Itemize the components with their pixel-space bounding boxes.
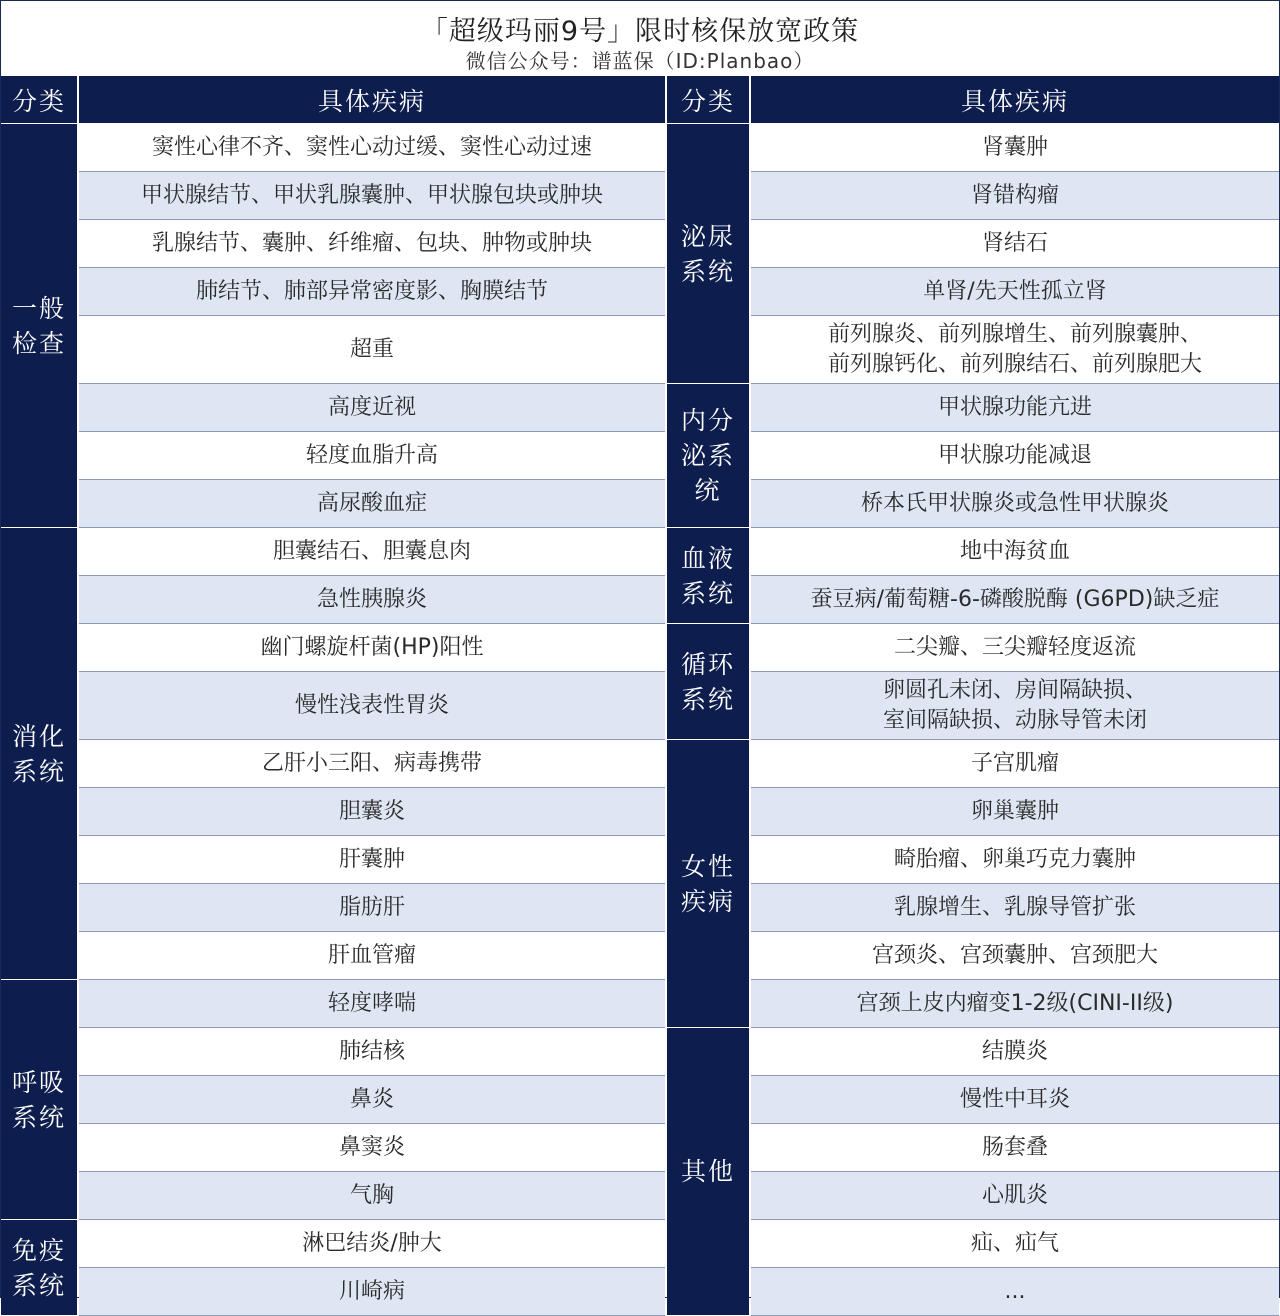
table-row <box>79 932 665 980</box>
table-row <box>79 124 665 172</box>
table-row <box>79 788 665 836</box>
category-label-line: 系统 <box>11 1270 66 1300</box>
table-row <box>751 1172 1279 1220</box>
table-row <box>751 836 1279 884</box>
table-row <box>751 432 1279 480</box>
disease-name: 蚕豆病/葡萄糖-6-磷酸脱酶 (G6PD)缺乏症 <box>810 586 1220 612</box>
disease-name: 单肾/先天性孤立肾 <box>923 278 1107 304</box>
disease-name: 脂肪肝 <box>338 894 405 920</box>
table-row <box>751 1268 1279 1316</box>
category-label-line: 疾病 <box>680 886 735 916</box>
table-row <box>751 1028 1279 1076</box>
table-row <box>751 220 1279 268</box>
header-disease-left: 具体疾病 <box>79 76 665 123</box>
table-row <box>751 1220 1279 1268</box>
category-label-line: 泌系 <box>680 441 735 470</box>
table-row <box>79 316 665 384</box>
category-label-line: 一般 <box>11 293 66 323</box>
disease-name: 肺结节、肺部异常密度影、胸膜结节 <box>195 278 548 304</box>
disease-name: 高尿酸血症 <box>316 490 427 516</box>
disease-name: 乙肝小三阳、病毒携带 <box>261 750 482 776</box>
table-row <box>79 1268 665 1316</box>
disease-name: 结膜炎 <box>981 1038 1048 1064</box>
table-row <box>751 124 1279 172</box>
category-label-line: 系统 <box>11 1102 66 1132</box>
category-label-line: 其他 <box>680 1157 735 1186</box>
disease-name: 高度近视 <box>327 394 416 420</box>
category-label-line: 系统 <box>680 684 735 714</box>
table-row <box>751 672 1279 740</box>
table-row <box>79 1220 665 1268</box>
table-row <box>751 1076 1279 1124</box>
disease-name: 肾错构瘤 <box>970 182 1059 208</box>
category-label-line: 检查 <box>11 328 66 358</box>
right-category-4 <box>667 740 749 1027</box>
category-label-line: 统 <box>694 476 722 505</box>
disease-name: 鼻炎 <box>349 1086 394 1112</box>
table-row <box>751 624 1279 672</box>
disease-name: 肝血管瘤 <box>327 942 416 968</box>
disease-name: 肾囊肿 <box>981 134 1048 160</box>
disease-name: 地中海贫血 <box>959 538 1070 564</box>
table-row <box>751 1124 1279 1172</box>
right-category-3 <box>667 624 749 739</box>
disease-name: 慢性中耳炎 <box>959 1086 1070 1112</box>
table-row <box>79 740 665 788</box>
title-block <box>1 1 1279 75</box>
table-row <box>79 480 665 528</box>
disease-name: 畸胎瘤、卵巢巧克力囊肿 <box>893 846 1136 872</box>
table-row <box>751 576 1279 624</box>
right-category-5 <box>667 1028 749 1315</box>
category-label-line: 女性 <box>680 851 735 881</box>
disease-name: 淋巴结炎/肿大 <box>302 1230 442 1256</box>
table-row <box>751 884 1279 932</box>
disease-name: 轻度哮喘 <box>327 990 416 1016</box>
table-row <box>79 528 665 576</box>
table-row <box>751 740 1279 788</box>
disease-name: 急性胰腺炎 <box>316 586 427 612</box>
disease-name: 肺结核 <box>338 1038 405 1064</box>
table-row <box>751 980 1279 1028</box>
table-row <box>751 480 1279 528</box>
table-row <box>79 220 665 268</box>
table-row <box>79 1172 665 1220</box>
disease-name: 心肌炎 <box>981 1182 1048 1208</box>
disease-name: 窦性心律不齐、窦性心动过缓、窦性心动过速 <box>151 134 592 160</box>
category-label-line: 系统 <box>11 756 66 786</box>
disease-name: 宫颈上皮内瘤变1-2级(CINI-II级) <box>856 990 1174 1016</box>
disease-name: ... <box>1004 1278 1026 1304</box>
table-row <box>751 268 1279 316</box>
table-row <box>79 384 665 432</box>
table-row <box>79 836 665 884</box>
table-row <box>751 932 1279 980</box>
table-row <box>79 1028 665 1076</box>
page-subtitle: 微信公众号：谱蓝保（ID:Planbao） <box>465 49 815 73</box>
disease-name: 幽门螺旋杆菌(HP)阳性 <box>260 634 484 660</box>
table-row <box>751 788 1279 836</box>
table-row <box>751 172 1279 220</box>
disease-name: 胆囊炎 <box>338 798 405 824</box>
table-row <box>79 576 665 624</box>
disease-name: 甲状腺功能亢进 <box>937 394 1092 420</box>
category-label-line: 呼吸 <box>11 1067 66 1097</box>
disease-name: 慢性浅表性胃炎 <box>294 692 449 718</box>
disease-name: 鼻窦炎 <box>338 1134 405 1160</box>
right-category-0 <box>667 124 749 383</box>
left-category-0 <box>1 124 77 527</box>
table-row <box>79 268 665 316</box>
disease-name: 超重 <box>349 336 394 362</box>
disease-name: 肝囊肿 <box>338 846 405 872</box>
category-label-line: 消化 <box>11 721 66 751</box>
header-category-right: 分类 <box>667 76 749 123</box>
left-category-1 <box>1 528 77 979</box>
category-label-line: 系统 <box>680 256 735 286</box>
disease-name: 乳腺结节、囊肿、纤维瘤、包块、肿物或肿块 <box>151 230 592 256</box>
disease-name: 胆囊结石、胆囊息肉 <box>272 538 471 564</box>
category-label-line: 泌尿 <box>680 221 735 251</box>
table-row <box>79 172 665 220</box>
table-row <box>751 384 1279 432</box>
disease-name: 前列腺炎、前列腺增生、前列腺囊肿、 前列腺钙化、前列腺结石、前列腺肥大 <box>827 321 1202 377</box>
disease-name: 肠套叠 <box>981 1134 1048 1160</box>
disease-name: 桥本氏甲状腺炎或急性甲状腺炎 <box>860 490 1169 516</box>
table-row <box>79 980 665 1028</box>
table-row <box>751 316 1279 384</box>
category-label-line: 循环 <box>680 649 735 679</box>
table-row <box>79 672 665 740</box>
disease-name: 卵巢囊肿 <box>970 798 1059 824</box>
left-category-2 <box>1 980 77 1219</box>
disease-name: 气胸 <box>349 1182 394 1208</box>
right-category-2 <box>667 528 749 623</box>
disease-name: 甲状腺结节、甲状乳腺囊肿、甲状腺包块或肿块 <box>140 182 603 208</box>
disease-name: 二尖瓣、三尖瓣轻度返流 <box>893 634 1136 660</box>
category-label-line: 内分 <box>680 406 735 435</box>
header-category-left: 分类 <box>1 76 77 123</box>
disease-name: 甲状腺功能减退 <box>937 442 1092 468</box>
table-row <box>79 624 665 672</box>
table-row <box>79 432 665 480</box>
disease-name: 乳腺增生、乳腺导管扩张 <box>893 894 1136 920</box>
disease-name: 宫颈炎、宫颈囊肿、宫颈肥大 <box>871 942 1158 968</box>
category-label-line: 血液 <box>680 543 735 573</box>
page-title: 「超级玛丽9号」限时核保放宽政策 <box>420 16 860 47</box>
disease-name: 川崎病 <box>338 1278 405 1304</box>
table-row <box>751 528 1279 576</box>
table-row <box>79 884 665 932</box>
disease-name: 疝、疝气 <box>970 1230 1059 1256</box>
category-label-line: 系统 <box>680 578 735 608</box>
disease-name: 子宫肌瘤 <box>970 750 1059 776</box>
disease-name: 卵圆孔未闭、房间隔缺损、 室间隔缺损、动脉导管未闭 <box>882 677 1147 733</box>
table-row <box>79 1124 665 1172</box>
category-label-line: 免疫 <box>11 1235 66 1265</box>
table-row <box>79 1076 665 1124</box>
right-category-1 <box>667 384 749 527</box>
left-category-3 <box>1 1220 77 1315</box>
disease-name: 轻度血脂升高 <box>305 442 438 468</box>
disease-name: 肾结石 <box>981 230 1048 256</box>
header-disease-right: 具体疾病 <box>751 76 1279 123</box>
